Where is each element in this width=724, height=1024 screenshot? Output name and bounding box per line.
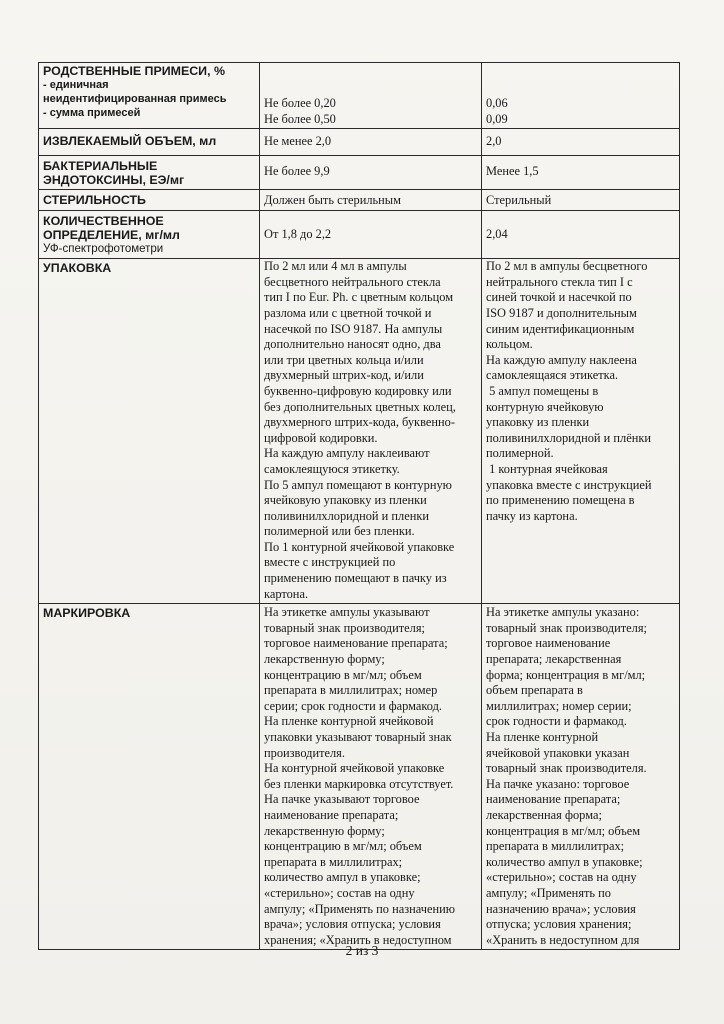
packaging-spec-line: ячейковую упаковку из пленки [264, 493, 427, 508]
packaging-result-line: ISO 9187 и дополнительным [486, 305, 637, 320]
packaging-result-line: синим идентификационным [486, 321, 635, 336]
sterility-result-cell [482, 190, 680, 211]
packaging-result-line: нейтрального стекла тип I с [486, 274, 633, 289]
packaging-result-line: полимерной. [486, 446, 554, 461]
marking-spec-line: лекарственную форму; [264, 652, 385, 667]
page-number: 2 из 3 [345, 943, 379, 958]
marking-result-line: назначению врача»; условия [486, 901, 636, 916]
volume-spec-cell [260, 129, 482, 156]
marking-result-line: миллилитрах; номер серии; [486, 698, 632, 713]
packaging-spec-line: без дополнительных цветных колец, [264, 399, 456, 414]
packaging-spec-line: насечкой по ISO 9187. На ампулы [264, 321, 443, 336]
packaging-result-text [486, 259, 675, 524]
marking-result-line: ампулу; «Применять по [486, 885, 612, 900]
marking-result-line: объем препарата в [486, 683, 583, 698]
marking-result-line: На пачке указано: торговое [486, 776, 630, 791]
packaging-spec-line: самоклеящуюся этикетку. [264, 461, 400, 476]
assay-label-cell [39, 211, 260, 259]
packaging-spec-line: буквенно-цифровую кодировку или [264, 383, 452, 398]
impurities-result-total: 0,09 [486, 111, 508, 126]
packaging-spec-line: бесцветного нейтрального стекла [264, 274, 441, 289]
packaging-spec-line: По 2 мл или 4 мл в ампулы [264, 259, 407, 274]
table-row-marking [39, 604, 680, 950]
impurities-spec-single: Не более 0,20 [264, 96, 336, 110]
packaging-spec-line: двухмерного штрих-кода, буквенно- [264, 415, 455, 430]
assay-result: 2,04 [486, 227, 508, 242]
packaging-spec-line: На каждую ампулу наклеивают [264, 446, 430, 461]
endotoxins-label-line2: ЭНДОТОКСИНЫ, ЕЭ/мг [43, 173, 185, 188]
marking-result-line: срок годности и фармакод. [486, 714, 627, 729]
marking-result-line: На пленке контурной [486, 730, 599, 744]
marking-spec-line: концентрацию в мг/мл; объем [264, 839, 422, 854]
marking-spec-line: серии; срок годности и фармакод. [264, 698, 442, 713]
marking-result-text [486, 605, 675, 948]
table-row-assay [39, 211, 680, 259]
packaging-spec-line: тип I по Eur. Ph. с цветным кольцом [264, 290, 454, 305]
impurities-sub-unidentified: неидентифицированная примесь [43, 93, 227, 105]
volume-spec: Не менее 2,0 [264, 134, 332, 149]
marking-result-line: препарата в миллилитрах; [486, 839, 625, 854]
packaging-result-line: упаковку из пленки [486, 415, 590, 430]
impurities-spec-total: Не более 0,50 [264, 111, 336, 126]
marking-result-line: отпуска; условия хранения; [486, 917, 632, 932]
marking-label: МАРКИРОВКА [43, 606, 131, 621]
packaging-spec-cell [260, 259, 482, 604]
marking-result-line: количество ампул в упаковке; [486, 854, 643, 869]
marking-result-line: форма; концентрация в мг/мл; [486, 667, 646, 682]
marking-spec-line: количество ампул в упаковке; [264, 870, 421, 885]
marking-spec-line: торговое наименование препарата; [264, 636, 448, 651]
sterility-spec: Должен быть стерильным [264, 193, 401, 208]
marking-result-line: наименование препарата; [486, 792, 621, 807]
marking-spec-line: без пленки маркировка отсутствует. [264, 776, 454, 791]
packaging-result-line: пачку из картона. [486, 508, 578, 523]
marking-spec-cell [260, 604, 482, 950]
marking-result-line: торговое наименование [486, 636, 611, 651]
sterility-spec-cell [260, 190, 482, 211]
marking-result-line: ячейковой упаковки указан [486, 745, 630, 760]
marking-spec-line: препарата в миллилитрах; [264, 854, 403, 869]
packaging-result-line: На каждую ампулу наклеена [486, 352, 637, 367]
impurities-result-single: 0,06 [486, 96, 508, 110]
marking-result-line: лекарственная форма; [486, 807, 602, 822]
marking-spec-line: На пачке указывают торговое [264, 792, 420, 807]
table-row-sterility [39, 190, 680, 211]
assay-result-cell [482, 211, 680, 259]
packaging-label: УПАКОВКА [43, 261, 112, 276]
impurities-label: РОДСТВЕННЫЕ ПРИМЕСИ, % [43, 64, 225, 78]
endotoxins-label-cell [39, 156, 260, 190]
packaging-result-line: самоклеящаяся этикетка. [486, 368, 619, 383]
marking-spec-line: На контурной ячейковой упаковке [264, 761, 445, 776]
packaging-result-line: По 2 мл в ампулы бесцветного [486, 259, 648, 274]
packaging-spec-line: цифровой кодировки. [264, 430, 378, 445]
packaging-spec-line: разлома или с цветной точкой и [264, 305, 432, 320]
assay-label-line2: ОПРЕДЕЛЕНИЕ, мг/мл [43, 228, 180, 243]
packaging-result-line: 1 контурная ячейковая [486, 461, 608, 476]
assay-method: УФ-спектрофотометри [43, 243, 164, 256]
packaging-spec-line: По 5 ампул помещают в контурную [264, 477, 452, 492]
marking-result-line: препарата; лекарственная [486, 652, 622, 667]
packaging-spec-line: вместе с инструкцией по [264, 555, 396, 570]
table-row-endotoxins [39, 156, 680, 190]
marking-spec-line: упаковки указывают товарный знак [264, 730, 452, 744]
packaging-result-line: по применению помещена в [486, 493, 635, 508]
specification-table [38, 62, 680, 950]
impurities-sub-total: - сумма примесей [43, 107, 141, 119]
volume-result-cell [482, 129, 680, 156]
marking-spec-line: лекарственную форму; [264, 823, 385, 838]
marking-spec-line: На пленке контурной ячейковой [264, 714, 434, 729]
marking-result-line: товарный знак производителя. [486, 761, 647, 776]
packaging-result-line: упаковка вместе с инструкцией [486, 477, 652, 492]
impurities-label-cell [39, 63, 260, 129]
table-row-volume [39, 129, 680, 156]
volume-label: ИЗВЛЕКАЕМЫЙ ОБЪЕМ, мл [43, 134, 217, 149]
marking-result-line: товарный знак производителя; [486, 620, 647, 635]
marking-result-line: «стерильно»; состав на одну [486, 870, 637, 885]
volume-result: 2,0 [486, 134, 502, 149]
impurities-sub-single: - единичная [43, 79, 109, 91]
assay-spec: От 1,8 до 2,2 [264, 227, 332, 242]
marking-result-line: концентрация в мг/мл; объем [486, 823, 641, 838]
marking-spec-line: товарный знак производителя; [264, 620, 425, 635]
packaging-spec-line: поливинилхлоридной и пленки [264, 508, 429, 523]
marking-spec-line: хранения; «Хранить в недоступном [264, 932, 452, 947]
marking-spec-text [264, 605, 477, 948]
packaging-result-line: синей точкой и насечкой по [486, 290, 632, 305]
marking-spec-line: производителя. [264, 745, 345, 760]
marking-result-line: На этикетке ампулы указано: [486, 605, 640, 620]
marking-spec-line: наименование препарата; [264, 807, 399, 822]
assay-label-line1: КОЛИЧЕСТВЕННОЕ [43, 214, 164, 229]
table-row-packaging [39, 259, 680, 604]
sterility-label-cell [39, 190, 260, 211]
impurities-result-cell [482, 63, 680, 129]
packaging-label-cell [39, 259, 260, 604]
packaging-result-line: поливинилхлоридной и плёнки [486, 430, 651, 445]
packaging-spec-line: двухмерный штрих-код, и/или [264, 368, 424, 383]
packaging-spec-line: применению помещают в пачку из [264, 571, 447, 586]
volume-label-cell [39, 129, 260, 156]
marking-spec-line: препарата в миллилитрах; номер [264, 683, 438, 698]
packaging-spec-line: полимерной или без пленки. [264, 524, 415, 539]
packaging-spec-line: дополнительно наносят одно, два [264, 337, 441, 352]
marking-spec-line: На этикетке ампулы указывают [264, 605, 430, 620]
packaging-spec-line: или три цветных кольца и/или [264, 352, 424, 367]
marking-result-line: «Хранить в недоступном для [486, 932, 640, 947]
marking-spec-line: врача»; условия отпуска; условия [264, 917, 441, 932]
packaging-spec-text [264, 259, 477, 602]
packaging-result-line: 5 ампул помещены в [486, 383, 599, 398]
endotoxins-spec-cell [260, 156, 482, 190]
endotoxins-result: Менее 1,5 [486, 164, 539, 179]
table-row-impurities [39, 63, 680, 129]
sterility-result: Стерильный [486, 193, 552, 208]
packaging-result-line: контурную ячейковую [486, 399, 604, 414]
marking-spec-line: «стерильно»; состав на одну [264, 885, 415, 900]
packaging-spec-line: картона. [264, 586, 309, 601]
marking-spec-line: концентрацию в мг/мл; объем [264, 667, 422, 682]
endotoxins-spec: Не более 9,9 [264, 164, 330, 179]
packaging-spec-line: По 1 контурной ячейковой упаковке [264, 539, 455, 554]
assay-spec-cell [260, 211, 482, 259]
marking-spec-line: ампулу; «Применять по назначению [264, 901, 456, 916]
endotoxins-result-cell [482, 156, 680, 190]
marking-result-cell [482, 604, 680, 950]
marking-label-cell [39, 604, 260, 950]
impurities-spec-cell [260, 63, 482, 129]
packaging-result-line: кольцом. [486, 337, 533, 352]
packaging-result-cell [482, 259, 680, 604]
sterility-label: СТЕРИЛЬНОСТЬ [43, 193, 146, 208]
endotoxins-label-line1: БАКТЕРИАЛЬНЫЕ [43, 159, 158, 174]
